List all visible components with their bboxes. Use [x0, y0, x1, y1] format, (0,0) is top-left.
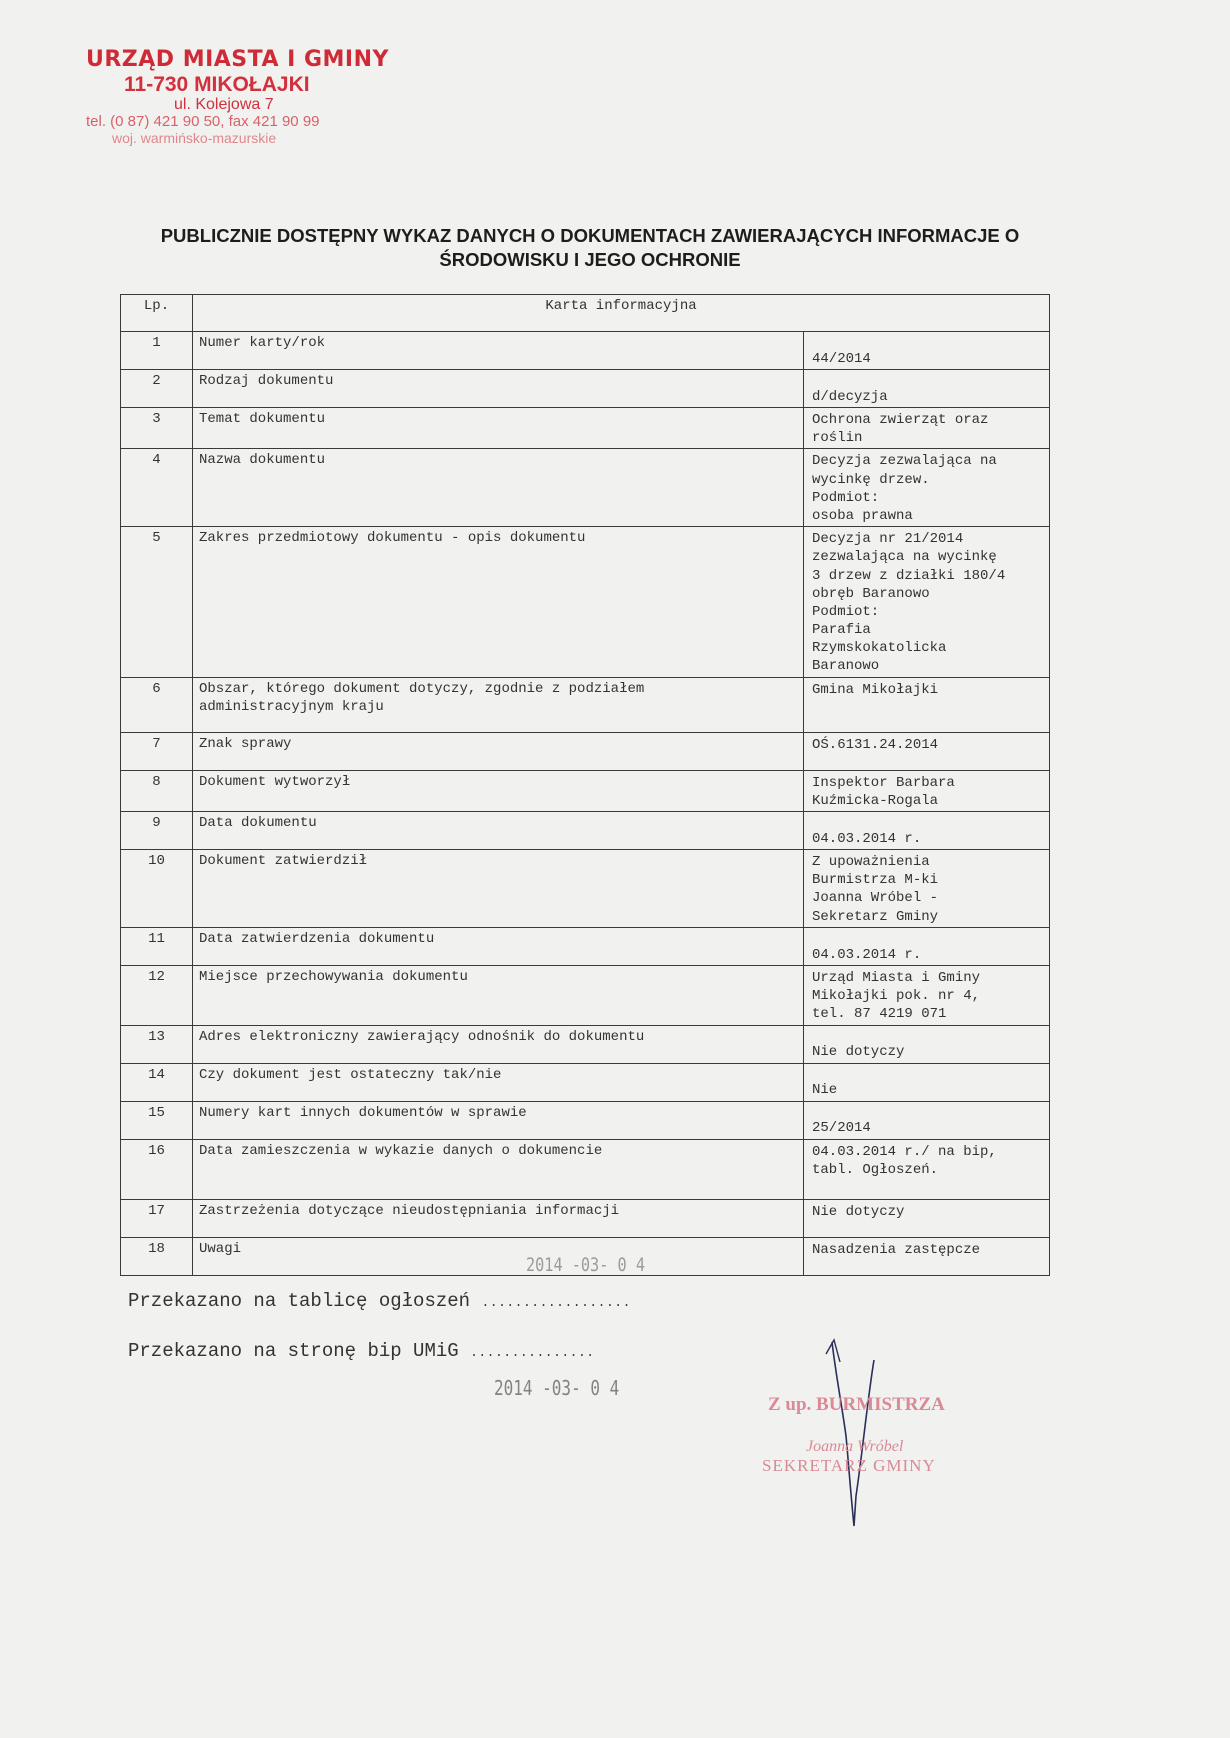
row-label: Data zatwierdzenia dokumentu — [193, 928, 804, 966]
bip-line — [128, 1340, 595, 1362]
stamp-street: ul. Kolejowa 7 — [174, 96, 274, 114]
row-number: 8 — [121, 770, 193, 811]
row-number: 4 — [121, 449, 193, 527]
row-label: Rodzaj dokumentu — [193, 370, 804, 408]
row-label: Numer karty/rok — [193, 332, 804, 370]
bip-label: Przekazano na stronę bip UMiG — [128, 1340, 459, 1362]
row-value: Nie dotyczy — [804, 1025, 1050, 1063]
row-number: 2 — [121, 370, 193, 408]
table-row — [121, 770, 1050, 811]
table-row — [121, 408, 1050, 449]
table-row — [121, 1139, 1050, 1199]
row-value: 04.03.2014 r. — [804, 928, 1050, 966]
row-label: Data dokumentu — [193, 812, 804, 850]
row-label: Miejsce przechowywania dokumentu — [193, 966, 804, 1026]
row-value: 44/2014 — [804, 332, 1050, 370]
row-number: 15 — [121, 1101, 193, 1139]
table-row — [121, 1025, 1050, 1063]
table-row — [121, 449, 1050, 527]
row-label: Numery kart innych dokumentów w sprawie — [193, 1101, 804, 1139]
row-label: Dokument zatwierdził — [193, 850, 804, 928]
page-title-line-2: ŚRODOWISKU I JEGO OCHRONIE — [439, 248, 741, 270]
row-value: 04.03.2014 r./ na bip, tabl. Ogłoszeń. — [804, 1139, 1050, 1199]
row-number: 1 — [121, 332, 193, 370]
approval-stamp-name: Joanna Wróbel — [806, 1438, 904, 1455]
table-row — [121, 732, 1050, 770]
row-value: Z upoważnienia Burmistrza M-ki Joanna Wróbel - Sekretarz Gminy — [804, 850, 1050, 928]
row-value: Urząd Miasta i Gminy Mikołajki pok. nr 4, tel. 87 4219 071 — [804, 966, 1050, 1026]
row-label: Temat dokumentu — [193, 408, 804, 449]
row-number: 14 — [121, 1063, 193, 1101]
board-line — [128, 1290, 631, 1312]
approval-stamp-role: SEKRETARZ GMINY — [762, 1456, 936, 1475]
table-row — [121, 850, 1050, 928]
row-number: 17 — [121, 1199, 193, 1237]
row-label: Dokument wytworzył — [193, 770, 804, 811]
stamp-phone: tel. (0 87) 421 90 50, fax 421 90 99 — [86, 113, 320, 131]
table-row — [121, 677, 1050, 732]
row-label: Nazwa dokumentu — [193, 449, 804, 527]
table-row — [121, 332, 1050, 370]
row-value: Decyzja zezwalająca na wycinkę drzew. Podmiot: osoba prawna — [804, 449, 1050, 527]
row-number: 16 — [121, 1139, 193, 1199]
row-value: 04.03.2014 r. — [804, 812, 1050, 850]
approval-stamp — [762, 1394, 992, 1476]
header-lp: Lp. — [121, 295, 193, 332]
row-value: Gmina Mikołajki — [804, 677, 1050, 732]
stamp-postal-address: 11-730 MIKOŁAJKI — [124, 72, 310, 96]
table-row — [121, 527, 1050, 678]
row-label: Adres elektroniczny zawierający odnośnik do dokumentu — [193, 1025, 804, 1063]
row-number: 3 — [121, 408, 193, 449]
office-stamp — [86, 48, 416, 147]
approval-stamp-line-1: Z up. BURMISTRZA — [768, 1394, 945, 1415]
row-label: Znak sprawy — [193, 732, 804, 770]
row-number: 12 — [121, 966, 193, 1026]
row-value: Inspektor Barbara Kuźmicka-Rogala — [804, 770, 1050, 811]
row-label: Zastrzeżenia dotyczące nieudostępniania informacji — [193, 1199, 804, 1237]
row-number: 10 — [121, 850, 193, 928]
board-dots: .................. — [481, 1295, 631, 1310]
board-label: Przekazano na tablicę ogłoszeń — [128, 1290, 471, 1312]
table-header-row — [121, 295, 1050, 332]
row-number: 9 — [121, 812, 193, 850]
information-card-table — [120, 294, 1050, 1276]
table-row — [121, 1199, 1050, 1237]
row-value: Nie dotyczy — [804, 1199, 1050, 1237]
row-value: OŚ.6131.24.2014 — [804, 732, 1050, 770]
row-number: 6 — [121, 677, 193, 732]
date-stamp-board: 2014 -03- 0 4 — [526, 1254, 645, 1276]
page-title — [108, 224, 1072, 271]
date-stamp-bip: 2014 -03- 0 4 — [494, 1376, 620, 1400]
row-value: 25/2014 — [804, 1101, 1050, 1139]
row-number: 7 — [121, 732, 193, 770]
row-value: Ochrona zwierząt oraz roślin — [804, 408, 1050, 449]
row-value: d/decyzja — [804, 370, 1050, 408]
row-label: Zakres przedmiotowy dokumentu - opis dokumentu — [193, 527, 804, 678]
row-number: 11 — [121, 928, 193, 966]
table-row — [121, 812, 1050, 850]
table-row — [121, 1101, 1050, 1139]
row-label: Obszar, którego dokument dotyczy, zgodnie z podziałem administracyjnym kraju — [193, 677, 804, 732]
row-number: 18 — [121, 1237, 193, 1275]
row-value: Decyzja nr 21/2014 zezwalająca na wycinkę 3 drzew z działki 180/4 obręb Baranowo Podmiot: Parafia Rzymskokatolicka Baranowo — [804, 527, 1050, 678]
table-row — [121, 928, 1050, 966]
row-number: 5 — [121, 527, 193, 678]
header-title: Karta informacyjna — [193, 295, 1050, 332]
row-value: Nie — [804, 1063, 1050, 1101]
page-title-line-1: PUBLICZNIE DOSTĘPNY WYKAZ DANYCH O DOKUMENTACH ZAWIERAJĄCYCH INFORMACJE O — [160, 225, 1020, 246]
stamp-office-name: URZĄD MIASTA I GMINY — [86, 47, 389, 72]
table-row — [121, 370, 1050, 408]
table-row — [121, 1063, 1050, 1101]
stamp-region: woj. warmińsko-mazurskie — [112, 129, 277, 146]
bip-dots: ............... — [470, 1345, 595, 1360]
row-number: 13 — [121, 1025, 193, 1063]
row-label: Czy dokument jest ostateczny tak/nie — [193, 1063, 804, 1101]
table-row — [121, 966, 1050, 1026]
row-label: Uwagi — [193, 1237, 804, 1275]
row-value: Nasadzenia zastępcze — [804, 1237, 1050, 1275]
row-label: Data zamieszczenia w wykazie danych o dokumencie — [193, 1139, 804, 1199]
